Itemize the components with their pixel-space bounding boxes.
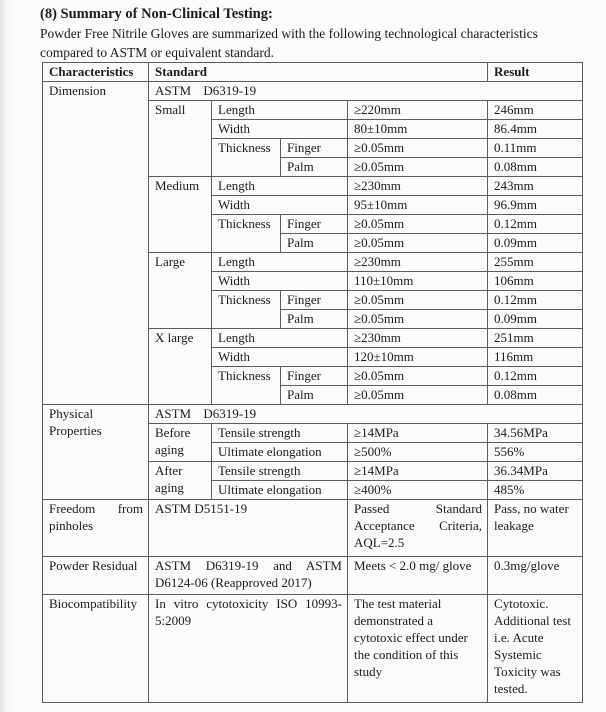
metric-cell: Tensile strength xyxy=(212,462,348,481)
characteristic-cell-physical: Physical Properties xyxy=(43,405,149,500)
row-freedom-pinholes xyxy=(43,500,583,557)
row-biocompatibility xyxy=(43,595,583,703)
metric-cell: Width xyxy=(212,120,348,139)
criteria-cell: ≥500% xyxy=(348,443,488,462)
metric-cell: Ultimate elongation xyxy=(212,443,348,462)
result-cell: 0.12mm xyxy=(488,215,583,234)
metric-cell: Length xyxy=(212,329,348,348)
result-cell: 251mm xyxy=(488,329,583,348)
submetric-cell: Finger xyxy=(281,291,348,310)
criteria-cell: 120±10mm xyxy=(348,348,488,367)
header-standard: Standard xyxy=(149,63,488,82)
submetric-cell: Palm xyxy=(281,386,348,405)
row-powder-residual xyxy=(43,557,583,595)
intro-line-1: Powder Free Nitrile Gloves are summarized with the following technological characteristics xyxy=(40,26,538,41)
result-cell: Pass, no water leakage xyxy=(488,500,583,557)
criteria-cell: ≥0.05mm xyxy=(348,139,488,158)
result-cell: 255mm xyxy=(488,253,583,272)
size-cell: Small xyxy=(149,101,212,177)
result-cell: 106mm xyxy=(488,272,583,291)
standard-ref-cell: ASTM D6319-19 xyxy=(149,82,583,101)
result-cell: 0.08mm xyxy=(488,158,583,177)
criteria-cell: ≥0.05mm xyxy=(348,367,488,386)
header-characteristics: Characteristics xyxy=(43,63,149,82)
criteria-cell: ≥230mm xyxy=(348,177,488,196)
metric-cell: Width xyxy=(212,196,348,215)
characteristic-cell: Biocompatibility xyxy=(43,595,149,703)
result-cell: 243mm xyxy=(488,177,583,196)
result-cell: 0.11mm xyxy=(488,139,583,158)
criteria-cell: ≥220mm xyxy=(348,101,488,120)
size-cell: Large xyxy=(149,253,212,329)
metric-cell: Tensile strength xyxy=(212,424,348,443)
submetric-cell: Palm xyxy=(281,158,348,177)
criteria-cell: 110±10mm xyxy=(348,272,488,291)
criteria-cell: ≥230mm xyxy=(348,329,488,348)
intro-paragraph xyxy=(40,25,575,62)
intro-line-2: compared to ASTM or equivalent standard. xyxy=(40,44,274,60)
result-cell: 0.12mm xyxy=(488,367,583,386)
result-cell: 556% xyxy=(488,443,583,462)
row-physical-standard xyxy=(43,405,583,424)
result-cell: 0.09mm xyxy=(488,310,583,329)
criteria-cell: ≥0.05mm xyxy=(348,386,488,405)
metric-cell: Thickness xyxy=(212,215,281,253)
characteristic-cell-dimension: Dimension xyxy=(43,82,149,405)
submetric-cell: Palm xyxy=(281,234,348,253)
criteria-cell: ≥0.05mm xyxy=(348,291,488,310)
metric-cell: Length xyxy=(212,253,348,272)
result-cell: 116mm xyxy=(488,348,583,367)
result-cell: 34.56MPa xyxy=(488,424,583,443)
standard-cell: ASTM D6319-19 and ASTM D6124-06 (Reapproved 2017) xyxy=(149,557,348,595)
row-dimension-standard xyxy=(43,82,583,101)
criteria-cell: Passed Standard Acceptance Criteria, AQL=2.5 xyxy=(348,500,488,557)
result-cell: 36.34MPa xyxy=(488,462,583,481)
table-header-row xyxy=(43,63,583,82)
result-cell: Cytotoxic. Additional test i.e. Acute Systemic Toxicity was tested. xyxy=(488,595,583,703)
section-title: (8) Summary of Non-Clinical Testing: xyxy=(40,6,273,22)
header-result: Result xyxy=(488,63,583,82)
criteria-cell: The test material demonstrated a cytotoxic effect under the condition of this study xyxy=(348,595,488,703)
criteria-cell: ≥14MPa xyxy=(348,424,488,443)
standard-ref-cell: ASTM D6319-19 xyxy=(149,405,583,424)
criteria-cell: ≥0.05mm xyxy=(348,215,488,234)
submetric-cell: Finger xyxy=(281,367,348,386)
result-cell: 485% xyxy=(488,481,583,500)
criteria-cell: ≥230mm xyxy=(348,253,488,272)
characteristic-cell: Powder Residual xyxy=(43,557,149,595)
non-clinical-testing-table xyxy=(42,62,583,703)
submetric-cell: Finger xyxy=(281,215,348,234)
metric-cell: Thickness xyxy=(212,367,281,405)
criteria-cell: ≥14MPa xyxy=(348,462,488,481)
result-cell: 0.3mg/glove xyxy=(488,557,583,595)
characteristic-cell: Freedom from pinholes xyxy=(43,500,149,557)
metric-cell: Width xyxy=(212,348,348,367)
result-cell: 0.08mm xyxy=(488,386,583,405)
standard-cell: ASTM D5151-19 xyxy=(149,500,348,557)
metric-cell: Length xyxy=(212,177,348,196)
criteria-cell: ≥0.05mm xyxy=(348,310,488,329)
aging-cell: After aging xyxy=(149,462,212,500)
size-cell: Medium xyxy=(149,177,212,253)
criteria-cell: ≥0.05mm xyxy=(348,158,488,177)
result-cell: 246mm xyxy=(488,101,583,120)
metric-cell: Width xyxy=(212,272,348,291)
aging-cell: Before aging xyxy=(149,424,212,462)
criteria-cell: 80±10mm xyxy=(348,120,488,139)
result-cell: 0.09mm xyxy=(488,234,583,253)
criteria-cell: 95±10mm xyxy=(348,196,488,215)
result-cell: 96.9mm xyxy=(488,196,583,215)
criteria-cell: ≥0.05mm xyxy=(348,234,488,253)
criteria-cell: Meets < 2.0 mg/ glove xyxy=(348,557,488,595)
criteria-cell: ≥400% xyxy=(348,481,488,500)
result-cell: 0.12mm xyxy=(488,291,583,310)
metric-cell: Thickness xyxy=(212,291,281,329)
metric-cell: Length xyxy=(212,101,348,120)
metric-cell: Thickness xyxy=(212,139,281,177)
metric-cell: Ultimate elongation xyxy=(212,481,348,500)
submetric-cell: Palm xyxy=(281,310,348,329)
standard-cell: In vitro cytotoxicity ISO 10993-5:2009 xyxy=(149,595,348,703)
size-cell: X large xyxy=(149,329,212,405)
result-cell: 86.4mm xyxy=(488,120,583,139)
submetric-cell: Finger xyxy=(281,139,348,158)
